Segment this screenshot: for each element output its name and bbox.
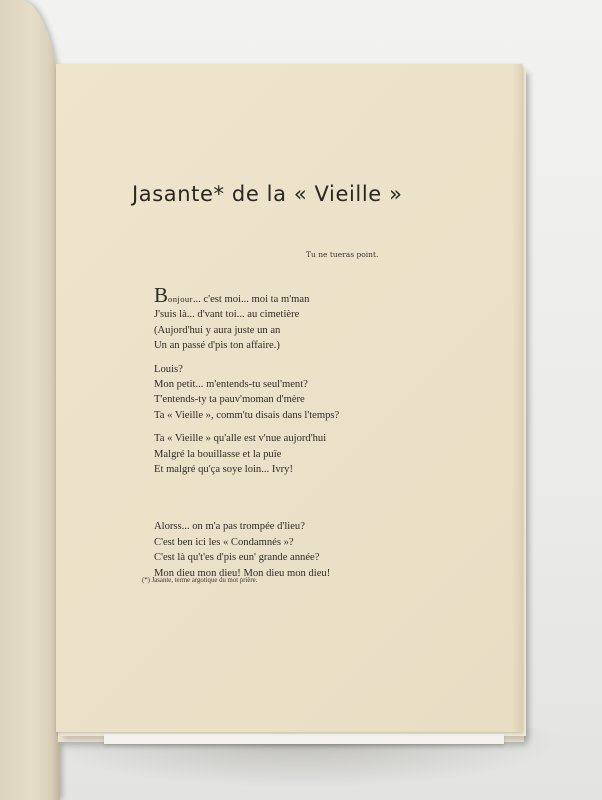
book-page <box>56 64 522 732</box>
bottom-sheet-edge <box>104 734 504 744</box>
drop-cap: B <box>154 283 169 307</box>
stanza <box>154 431 339 477</box>
poem-line: T'entends-ty ta pauv'moman d'mère <box>154 394 305 406</box>
stanza <box>154 519 339 581</box>
poem-line: Ta « Vieille » qu'alle est v'nue aujord'hui <box>154 433 327 445</box>
poem-line: Malgré la bouillasse et la puïe <box>154 448 282 460</box>
epigraph: Tu ne tueras point. <box>306 250 379 259</box>
poem-line: Ta « Vieille », comm'tu disais dans l'temps? <box>154 409 340 421</box>
poem-line: (Aujord'hui y aura juste un an <box>154 324 281 336</box>
poem-line: C'est là qu't'es d'pis eun' grande année? <box>154 552 320 564</box>
poem-body <box>154 283 340 589</box>
poem-line: Et malgré qu'ça soye loin... Ivry! <box>154 464 293 476</box>
poem-line: J'suis là... d'vant toi... au cimetière <box>154 309 300 321</box>
poem-line: Alorss... on m'a pas trompée d'lieu? <box>154 521 305 533</box>
poem-line: Louis? <box>154 363 183 375</box>
left-page-curl <box>0 0 60 800</box>
poem-line: Mon petit... m'entends-tu seul'ment? <box>154 379 308 391</box>
footnote: (*) Jasante, terme argotique du mot prière. <box>142 577 258 584</box>
poem-line: C'est ben ici les « Condamnés »? <box>154 536 294 548</box>
small-caps: onjour <box>168 294 193 304</box>
poem-line <box>154 283 339 307</box>
poem-line: Un an passé d'pis ton affaire.) <box>154 340 280 352</box>
opening-line-rest: ... c'est moi... moi ta m'man <box>192 294 310 305</box>
poem-title: Jasante* de la « Vieille » <box>132 182 403 206</box>
poem-line: Mon dieu mon dieu! Mon dieu mon dieu! <box>154 567 331 579</box>
stanza <box>154 362 339 424</box>
stanza <box>154 283 339 354</box>
